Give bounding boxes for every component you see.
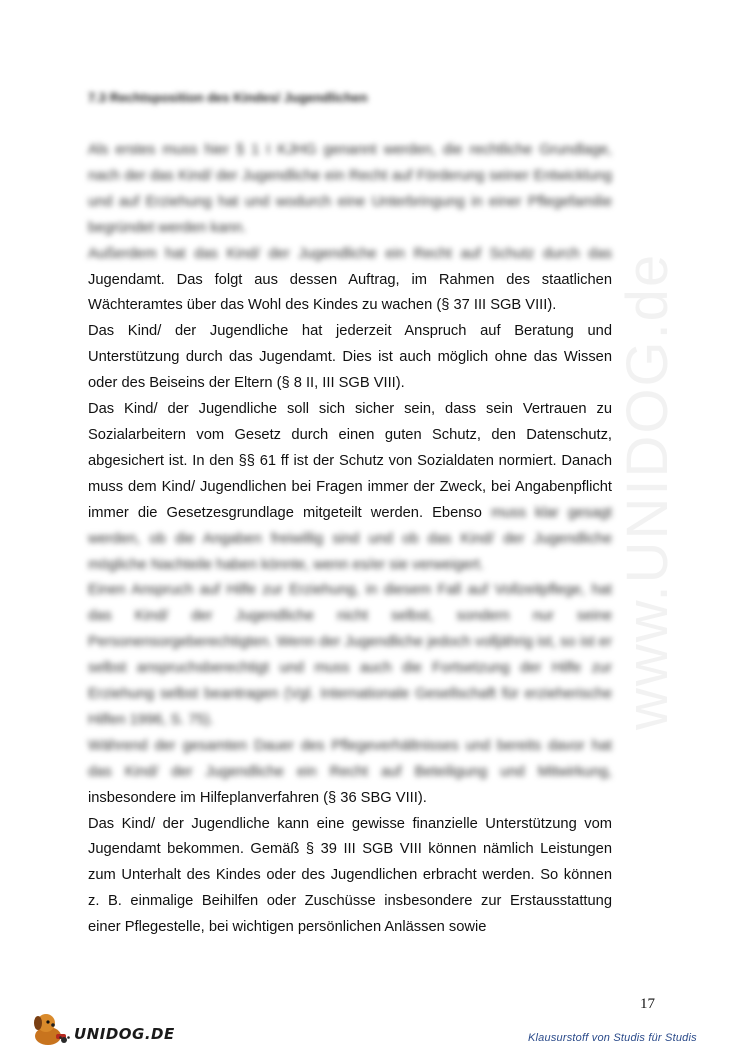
page-number: 17 bbox=[640, 996, 655, 1012]
paragraph-3: Das Kind/ der Jugendliche hat jederzeit Anspruch auf Beratung und Unterstützung durch das Jugendamt. Dies ist auch möglich ohne das Wissen oder des Beiseins der Eltern (§ 8 II, III SGB VIII). bbox=[88, 323, 612, 392]
paragraph-5: Einen Anspruch auf Hilfe zur Erziehung, in diesem Fall auf Vollzeitpflege, hat das Kind/ der Jugendliche nicht selbst, sondern nur seine Personensorgeberechtigten. Wenn der Jugendliche jedoch volljährig ist, so ist er selbst anspruchsberechtigt und muss auch die Fortsetzung der Hilfe zur Erziehung selbst beantragen (Vgl. Internationale Gesellschaft für erzieherische Hilfen 1996, S. 75). bbox=[88, 582, 612, 728]
watermark: www.UNIDOG.de bbox=[615, 252, 680, 730]
paragraph-4 bbox=[88, 397, 612, 578]
paragraph-2-blurred: Außerdem hat das Kind/ der Jugendliche ein Recht auf Schutz durch das bbox=[88, 245, 612, 262]
paragraph-4-blurred: muss klar gesagt werden, ob die Angaben freiwillig sind und ob das Kind/ der Jugendliche mögliche Nachteile haben könnte, wenn es/er sie verweigert. bbox=[88, 504, 612, 573]
section-heading: 7.3 Rechtsposition des Kindes/ Jugendlichen bbox=[88, 90, 368, 105]
paragraph-6-clear: insbesondere im Hilfeplanverfahren (§ 36 SBG VIII). bbox=[88, 789, 427, 806]
logo-text: UNIDOG.DE bbox=[74, 1025, 175, 1043]
paragraph-6 bbox=[88, 734, 612, 812]
paragraph-6-blurred: Während der gesamten Dauer des Pflegeverhältnisses und bereits davor hat das Kind/ der Jugendliche ein Recht auf Beteiligung und Mitwirkung, bbox=[88, 737, 612, 780]
document-body bbox=[88, 138, 612, 941]
paragraph-4-clear: Das Kind/ der Jugendliche soll sich sicher sein, dass sein Vertrauen zu Sozialarbeitern vom Gesetz durch einen guten Schutz, den Datenschutz, abgesichert ist. In den §§ 61 ff ist der Schutz von Sozialdaten normiert. Danach muss dem Kind/ Jugendlichen bei Fragen immer der Zweck, bei Angabenpflicht immer die Gesetzesgrundlage mitgeteilt werden. Ebenso bbox=[88, 401, 612, 521]
footer-slogan: Klausurstoff von Studis für Studis bbox=[528, 1032, 697, 1044]
dog-mascot-icon bbox=[26, 1010, 74, 1048]
unidog-logo[interactable] bbox=[26, 1010, 176, 1048]
paragraph-7: Das Kind/ der Jugendliche kann eine gewisse finanzielle Unterstützung vom Jugendamt bekommen. Gemäß § 39 III SGB VIII können nämlich Leistungen zum Unterhalt des Kindes oder des Jugendlichen erbracht werden. So können z. B. einmalige Beihilfen oder Zuschüsse insbesondere zur Erstausstattung einer Pflegestelle, bei wichtigen persönlichen Anlässen sowie bbox=[88, 815, 612, 936]
paragraph-1: Als erstes muss hier § 1 I KJHG genannt werden, die rechtliche Grundlage, nach der das Kind/ der Jugendliche ein Recht auf Förderung seiner Entwicklung und auf Erziehung hat und wodurch eine Unterbringung in einer Pflegefamilie begründet werden kann. bbox=[88, 142, 612, 236]
paragraph-2-clear: Jugendamt. Das folgt aus dessen Auftrag, im Rahmen des staatlichen Wächteramtes über das Wohl des Kindes zu wachen (§ 37 III SGB VIII). bbox=[88, 271, 612, 314]
paragraph-2 bbox=[88, 242, 612, 320]
